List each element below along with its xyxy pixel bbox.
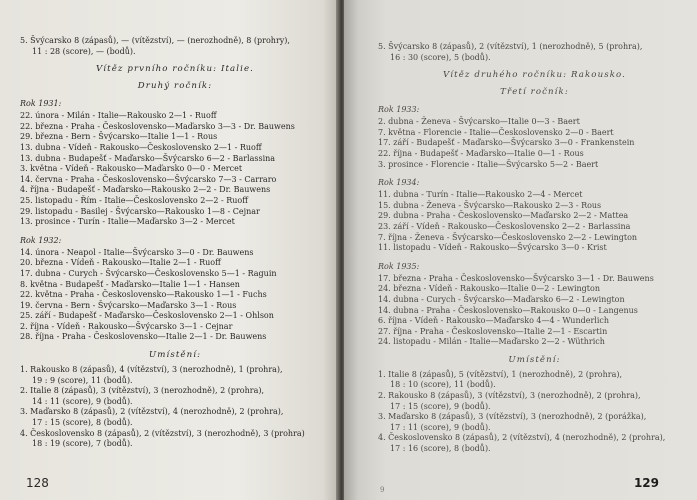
match-row: 17. března - Praha - Československo—Švýcarsko 3—1 - Dr. Bauwens: [378, 273, 654, 283]
page-number: 129: [633, 476, 659, 490]
standing-line: 11 : 28 (score), — (bodů).: [32, 46, 136, 56]
signature-mark: 9: [380, 486, 385, 494]
standing-line: 4. Československo 8 (zápasů), 2 (vítězství), 4 (nerozhodně), 2 (prohra),: [378, 433, 666, 443]
match-row: 14. dubna - Praha - Československo—Rakousko 0—0 - Langenus: [378, 305, 638, 315]
standing-line: 5. Švýcarsko 8 (zápasů), 2 (vítězství), 1 (nerozhodně), 5 (prohra),: [378, 42, 643, 51]
standing-line: 4. Československo 8 (zápasů), 2 (vítězství), 3 (nerozhodně), 3 (prohra): [20, 428, 305, 438]
match-row: 7. května - Florencie - Italie—Československo 2—0 - Baert: [378, 127, 614, 137]
standing-line: 17 : 11 (score), 9 (bodů).: [390, 422, 491, 432]
match-row: 11. listopadu - Vídeň - Rakousko—Švýcarsko 3—0 - Krist: [378, 243, 607, 253]
round-heading: Třetí ročník:: [500, 87, 569, 98]
standing-line: 5. Švýcarsko 8 (zápasů), — (vítězství), — (nerozhodně), 8 (prohry),: [20, 36, 290, 45]
standing-line: 19 : 9 (score), 11 (bodů).: [32, 375, 133, 385]
page-number: 128: [26, 476, 49, 490]
match-row: 29. listopadu - Basilej - Švýcarsko—Rakousko 1—8 - Cejnar: [20, 206, 260, 216]
year-heading: Rok 1934:: [378, 178, 420, 188]
match-row: 24. března - Vídeň - Rakousko—Italie 0—2 - Lewington: [378, 284, 600, 294]
match-row: 17. září - Budapešť - Maďarsko—Švýcarsko 3—0 - Frankenstein: [378, 138, 635, 148]
match-row: 13. dubna - Vídeň - Rakousko—Československo 2—1 - Ruoff: [20, 142, 262, 152]
match-row: 8. května - Budapešť - Maďarsko—Italie 1—1 - Hansen: [20, 279, 240, 289]
match-row: 27. října - Praha - Československo—Italie 2—1 - Escartin: [378, 326, 608, 336]
match-row: 25. listopadu - Řím - Italie—Československo 2—2 - Ruoff: [20, 195, 248, 205]
year-heading: Rok 1931:: [20, 99, 62, 109]
match-row: 13. dubna - Budapešť - Maďarsko—Švýcarsko 6—2 - Barlassina: [20, 153, 276, 163]
match-row: 22. března - Praha - Československo—Maďarsko 3—3 - Dr. Bauwens: [20, 121, 295, 131]
match-row: 29. dubna - Praha - Československo—Maďarsko 2—2 - Mattea: [378, 211, 629, 221]
match-row: 14. února - Neapol - Italie—Švýcarsko 3—0 - Dr. Bauwens: [20, 247, 254, 257]
standing-line: 17 : 15 (score), 9 (bodů).: [390, 401, 491, 411]
match-row: 22. října - Budapešť - Maďarsko—Italie 0—1 - Rous: [378, 148, 584, 158]
winner-heading: Vítěz druhého ročníku: Rakousko.: [443, 70, 626, 81]
match-row: 14. dubna - Curych - Švýcarsko—Maďarsko 6—2 - Lewington: [378, 294, 625, 304]
match-row: 4. října - Budapešť - Maďarsko—Rakousko 2—2 - Dr. Bauwens: [20, 185, 271, 195]
match-row: 19. června - Bern - Švýcarsko—Maďarsko 3—1 - Rous: [20, 300, 237, 310]
left-page: [0, 0, 340, 500]
year-heading: Rok 1935:: [378, 261, 420, 271]
standings-heading: Umístění:: [148, 350, 202, 361]
right-page: [344, 0, 697, 500]
standing-line: 17 : 16 (score), 8 (bodů).: [390, 444, 491, 454]
standings-heading: Umístění:: [508, 354, 561, 365]
match-row: 13. prosince - Turín - Italie—Maďarsko 3—2 - Mercet: [20, 217, 235, 227]
match-row: 22. května - Praha - Československo—Rakousko 1—1 - Fuchs: [20, 290, 267, 300]
match-row: 3. května - Vídeň - Rakousko—Maďarsko 0—0 - Mercet: [20, 164, 243, 174]
match-row: 3. prosince - Florencie - Italie—Švýcarsko 5—2 - Baert: [378, 159, 599, 169]
standing-line: 17 : 15 (score), 8 (bodů).: [32, 418, 133, 428]
match-row: 22. února - Milán - Italie—Rakousko 2—1 - Ruoff: [20, 111, 217, 121]
match-row: 6. října - Vídeň - Rakousko—Maďarsko 4—4 - Wunderlich: [378, 316, 610, 326]
standing-line: 1. Italie 8 (zápasů), 5 (vítězství), 1 (nerozhodně), 2 (prohra),: [378, 369, 623, 379]
match-row: 2. října - Vídeň - Rakousko—Švýcarsko 3—1 - Cejnar: [20, 321, 233, 331]
match-row: 11. dubna - Turín - Italie—Rakousko 2—4 - Mercet: [378, 190, 583, 200]
match-row: 2. dubna - Ženeva - Švýcarsko—Italie 0—3 - Baert: [378, 117, 580, 127]
standing-line: 1. Rakousko 8 (zápasů), 4 (vítězství), 3 (nerozhodně), 1 (prohra),: [20, 365, 283, 375]
match-row: 7. října - Ženeva - Švýcarsko—Československo 2—2 - Lewington: [378, 232, 638, 242]
match-row: 24. listopadu - Milán - Italie—Maďarsko 2—2 - Wüthrich: [378, 337, 605, 347]
year-heading: Rok 1932:: [20, 235, 62, 245]
standing-line: 2. Italie 8 (zápasů), 3 (vítězství), 3 (nerozhodně), 2 (prohra),: [20, 386, 265, 396]
match-row: 15. dubna - Ženeva - Švýcarsko—Rakousko 2—3 - Rous: [378, 200, 602, 210]
match-row: 23. září - Vídeň - Rakousko—Československo 2—2 - Barlassina: [378, 221, 631, 231]
match-row: 20. března - Vídeň - Rakousko—Italie 2—1 - Ruoff: [20, 258, 221, 268]
standing-line: 18 : 19 (score), 7 (bodů).: [32, 439, 133, 449]
standing-line: 14 : 11 (score), 9 (bodů).: [32, 396, 133, 406]
match-row: 25. září - Budapešť - Maďarsko—Československo 2—1 - Ohlson: [20, 311, 274, 321]
match-row: 14. června - Praha - Československo—Švýcarsko 7—3 - Carraro: [20, 174, 277, 184]
standing-line: 2. Rakousko 8 (zápasů), 3 (vítězství), 3 (nerozhodně), 2 (prohra),: [378, 391, 641, 401]
standing-line: 16 : 30 (score), 5 (bodů).: [390, 52, 491, 62]
match-row: 29. března - Bern - Švýcarsko—Italie 1—1 - Rous: [20, 132, 218, 142]
standing-line: 18 : 10 (score), 11 (bodů).: [390, 380, 496, 390]
standing-line: 3. Maďarsko 8 (zápasů), 3 (vítězství), 3 (nerozhodně), 2 (porážka),: [378, 412, 647, 422]
round-heading: Druhý ročník:: [137, 81, 213, 92]
winner-heading: Vítěz prvního ročníku: Italie.: [96, 64, 254, 75]
year-heading: Rok 1933:: [378, 105, 420, 115]
match-row: 28. října - Praha - Československo—Italie 2—1 - Dr. Bauwens: [20, 332, 267, 342]
match-row: 17. dubna - Curych - Švýcarsko—Československo 5—1 - Raguin: [20, 268, 277, 278]
standing-line: 3. Maďarsko 8 (zápasů), 2 (vítězství), 4 (nerozhodně), 2 (prohra),: [20, 407, 284, 417]
